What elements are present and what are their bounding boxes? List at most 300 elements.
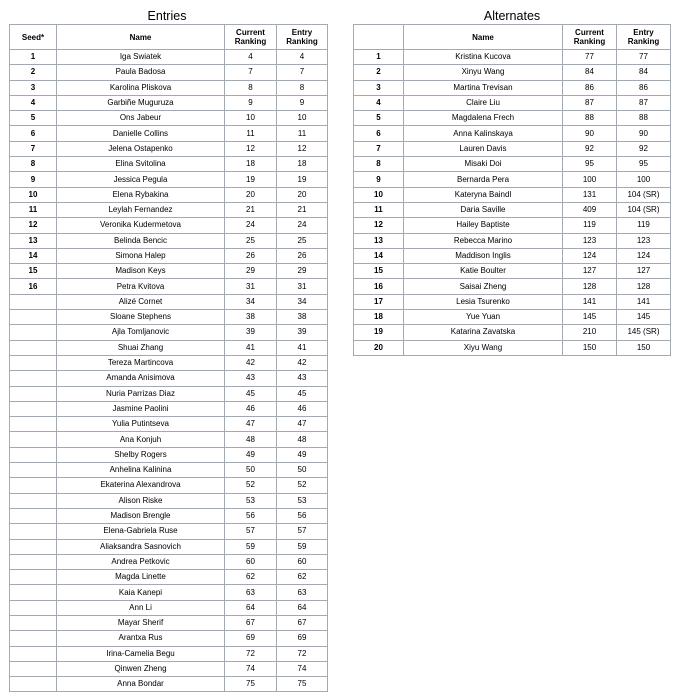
table-row (10, 585, 328, 600)
table-row (10, 463, 328, 478)
seed-cell: 14 (10, 248, 57, 263)
table-row (10, 218, 328, 233)
current-ranking-cell: 12 (225, 141, 277, 156)
table-row (10, 294, 328, 309)
alternate-number-cell: 5 (354, 111, 404, 126)
entry-ranking-cell: 100 (617, 172, 671, 187)
entry-ranking-cell: 9 (277, 95, 328, 110)
name-column-header: Name (404, 25, 563, 50)
seed-cell (10, 478, 57, 493)
seed-cell: 13 (10, 233, 57, 248)
entry-ranking-cell: 12 (277, 141, 328, 156)
player-name-cell: Ekaterina Alexandrova (57, 478, 225, 493)
player-name-cell: Anna Kalinskaya (404, 126, 563, 141)
entry-ranking-cell: 18 (277, 157, 328, 172)
entry-ranking-cell: 87 (617, 95, 671, 110)
table-row (10, 80, 328, 95)
player-name-cell: Claire Liu (404, 95, 563, 110)
seed-cell: 15 (10, 264, 57, 279)
player-name-cell: Amanda Anisimova (57, 371, 225, 386)
player-name-cell: Iga Swiatek (57, 50, 225, 65)
seed-cell (10, 386, 57, 401)
alternates-body (354, 50, 671, 356)
current-ranking-cell: 86 (563, 80, 617, 95)
current-ranking-cell: 119 (563, 218, 617, 233)
player-name-cell: Leylah Fernandez (57, 202, 225, 217)
entry-ranking-cell: 62 (277, 570, 328, 585)
current-ranking-cell: 9 (225, 95, 277, 110)
number-column-header (354, 25, 404, 50)
table-row (10, 508, 328, 523)
alternate-number-cell: 17 (354, 294, 404, 309)
entry-ranking-cell: 123 (617, 233, 671, 248)
table-row (10, 50, 328, 65)
table-row (10, 432, 328, 447)
seed-column-header: Seed* (10, 25, 57, 50)
table-row (10, 233, 328, 248)
player-name-cell: Saisai Zheng (404, 279, 563, 294)
table-row (354, 172, 671, 187)
player-name-cell: Lauren Davis (404, 141, 563, 156)
seed-cell (10, 646, 57, 661)
player-name-cell: Ana Konjuh (57, 432, 225, 447)
current-ranking-cell: 67 (225, 615, 277, 630)
table-row (10, 355, 328, 370)
entry-ranking-column-header (277, 25, 328, 50)
player-name-cell: Kristina Kucova (404, 50, 563, 65)
entry-ranking-cell: 34 (277, 294, 328, 309)
player-name-cell: Martina Trevisan (404, 80, 563, 95)
alternate-number-cell: 18 (354, 310, 404, 325)
current-ranking-cell: 145 (563, 310, 617, 325)
current-ranking-cell: 31 (225, 279, 277, 294)
player-name-cell: Qinwen Zheng (57, 661, 225, 676)
seed-cell: 9 (10, 172, 57, 187)
seed-cell (10, 661, 57, 676)
seed-cell (10, 417, 57, 432)
player-name-cell: Madison Keys (57, 264, 225, 279)
player-name-cell: Katie Boulter (404, 264, 563, 279)
seed-cell: 12 (10, 218, 57, 233)
table-row (10, 172, 328, 187)
table-row (10, 65, 328, 80)
entry-ranking-cell: 90 (617, 126, 671, 141)
current-ranking-cell: 19 (225, 172, 277, 187)
current-ranking-cell: 21 (225, 202, 277, 217)
player-name-cell: Rebecca Marino (404, 233, 563, 248)
alternate-number-cell: 9 (354, 172, 404, 187)
table-row (354, 218, 671, 233)
seed-cell (10, 570, 57, 585)
current-ranking-cell: 62 (225, 570, 277, 585)
seed-cell (10, 355, 57, 370)
alternate-number-cell: 12 (354, 218, 404, 233)
entry-ranking-cell: 19 (277, 172, 328, 187)
seed-cell (10, 432, 57, 447)
table-row (10, 95, 328, 110)
entries-table (9, 24, 328, 692)
table-row (354, 325, 671, 340)
entry-ranking-cell: 127 (617, 264, 671, 279)
entry-ranking-cell: 31 (277, 279, 328, 294)
seed-cell (10, 524, 57, 539)
entry-ranking-cell: 24 (277, 218, 328, 233)
entry-ranking-cell: 57 (277, 524, 328, 539)
header-line: Ranking (573, 37, 606, 46)
alternate-number-cell: 7 (354, 141, 404, 156)
current-ranking-cell: 38 (225, 310, 277, 325)
current-ranking-cell: 77 (563, 50, 617, 65)
entry-ranking-cell: 47 (277, 417, 328, 432)
seed-cell: 5 (10, 111, 57, 126)
player-name-cell: Karolina Pliskova (57, 80, 225, 95)
player-name-cell: Shelby Rogers (57, 447, 225, 462)
entry-ranking-cell: 69 (277, 631, 328, 646)
current-ranking-cell: 11 (225, 126, 277, 141)
seed-cell (10, 294, 57, 309)
table-row (10, 600, 328, 615)
entry-ranking-cell: 10 (277, 111, 328, 126)
table-row (10, 478, 328, 493)
entry-ranking-cell: 104 (SR) (617, 202, 671, 217)
current-ranking-column-header (563, 25, 617, 50)
entry-ranking-cell: 20 (277, 187, 328, 202)
alternates-table (353, 24, 671, 356)
player-name-cell: Maddison Inglis (404, 248, 563, 263)
table-row (10, 126, 328, 141)
table-row (10, 340, 328, 355)
table-row (10, 325, 328, 340)
table-row (354, 141, 671, 156)
entry-ranking-cell: 145 (617, 310, 671, 325)
current-ranking-cell: 43 (225, 371, 277, 386)
current-ranking-cell: 84 (563, 65, 617, 80)
current-ranking-cell: 7 (225, 65, 277, 80)
alternate-number-cell: 10 (354, 187, 404, 202)
seed-cell (10, 325, 57, 340)
table-row (354, 157, 671, 172)
current-ranking-cell: 90 (563, 126, 617, 141)
alternate-number-cell: 15 (354, 264, 404, 279)
entry-ranking-cell: 25 (277, 233, 328, 248)
table-row (10, 141, 328, 156)
current-ranking-cell: 20 (225, 187, 277, 202)
alternate-number-cell: 11 (354, 202, 404, 217)
seed-cell (10, 600, 57, 615)
current-ranking-cell: 74 (225, 661, 277, 676)
player-name-cell: Andrea Petkovic (57, 554, 225, 569)
table-row (354, 187, 671, 202)
table-row (10, 661, 328, 676)
entry-ranking-cell: 141 (617, 294, 671, 309)
current-ranking-cell: 48 (225, 432, 277, 447)
current-ranking-column-header (225, 25, 277, 50)
table-row (10, 111, 328, 126)
seed-cell (10, 539, 57, 554)
seed-cell: 2 (10, 65, 57, 80)
seed-cell (10, 401, 57, 416)
player-name-cell: Ajla Tomljanovic (57, 325, 225, 340)
table-row (10, 310, 328, 325)
current-ranking-cell: 47 (225, 417, 277, 432)
seed-cell: 4 (10, 95, 57, 110)
current-ranking-cell: 124 (563, 248, 617, 263)
alternate-number-cell: 14 (354, 248, 404, 263)
current-ranking-cell: 141 (563, 294, 617, 309)
current-ranking-cell: 72 (225, 646, 277, 661)
player-name-cell: Ons Jabeur (57, 111, 225, 126)
seed-cell: 3 (10, 80, 57, 95)
entry-ranking-cell: 67 (277, 615, 328, 630)
player-name-cell: Simona Halep (57, 248, 225, 263)
player-name-cell: Magdalena Frech (404, 111, 563, 126)
entry-ranking-cell: 21 (277, 202, 328, 217)
player-name-cell: Xinyu Wang (404, 65, 563, 80)
player-name-cell: Katarina Zavatska (404, 325, 563, 340)
entries-caption: Entries (147, 9, 187, 23)
seed-cell (10, 508, 57, 523)
alternate-number-cell: 13 (354, 233, 404, 248)
table-row (10, 157, 328, 172)
entry-ranking-cell: 45 (277, 386, 328, 401)
player-name-cell: Danielle Collins (57, 126, 225, 141)
table-row (10, 202, 328, 217)
table-row (354, 80, 671, 95)
table-row (354, 50, 671, 65)
entry-ranking-cell: 63 (277, 585, 328, 600)
table-row (354, 248, 671, 263)
seed-cell (10, 554, 57, 569)
seed-cell: 6 (10, 126, 57, 141)
current-ranking-cell: 18 (225, 157, 277, 172)
player-name-cell: Tereza Martincova (57, 355, 225, 370)
entry-ranking-cell: 88 (617, 111, 671, 126)
player-name-cell: Yulia Putintseva (57, 417, 225, 432)
player-name-cell: Irina-Camelia Begu (57, 646, 225, 661)
table-row (10, 554, 328, 569)
player-name-cell: Elena Rybakina (57, 187, 225, 202)
player-name-cell: Yue Yuan (404, 310, 563, 325)
entry-ranking-cell: 48 (277, 432, 328, 447)
table-row (10, 570, 328, 585)
seed-cell (10, 493, 57, 508)
current-ranking-cell: 95 (563, 157, 617, 172)
entry-ranking-cell: 86 (617, 80, 671, 95)
entry-ranking-cell: 42 (277, 355, 328, 370)
current-ranking-cell: 45 (225, 386, 277, 401)
seed-cell: 8 (10, 157, 57, 172)
player-name-cell: Jasmine Paolini (57, 401, 225, 416)
entry-ranking-cell: 119 (617, 218, 671, 233)
player-name-cell: Arantxa Rus (57, 631, 225, 646)
seed-cell (10, 677, 57, 692)
entry-ranking-cell: 128 (617, 279, 671, 294)
player-name-cell: Anna Bondar (57, 677, 225, 692)
table-row (354, 202, 671, 217)
table-row (10, 371, 328, 386)
current-ranking-cell: 34 (225, 294, 277, 309)
seed-cell (10, 631, 57, 646)
table-row (354, 233, 671, 248)
player-name-cell: Xiyu Wang (404, 340, 563, 355)
current-ranking-cell: 29 (225, 264, 277, 279)
entry-ranking-cell: 46 (277, 401, 328, 416)
current-ranking-cell: 88 (563, 111, 617, 126)
current-ranking-cell: 57 (225, 524, 277, 539)
current-ranking-cell: 59 (225, 539, 277, 554)
current-ranking-cell: 131 (563, 187, 617, 202)
player-name-cell: Mayar Sherif (57, 615, 225, 630)
current-ranking-cell: 56 (225, 508, 277, 523)
alternate-number-cell: 19 (354, 325, 404, 340)
header-line: Entry (633, 28, 654, 37)
alternate-number-cell: 3 (354, 80, 404, 95)
seed-cell: 11 (10, 202, 57, 217)
alternate-number-cell: 8 (354, 157, 404, 172)
table-row (10, 264, 328, 279)
seed-cell (10, 585, 57, 600)
current-ranking-cell: 150 (563, 340, 617, 355)
seed-cell: 10 (10, 187, 57, 202)
header-line: Entry (291, 28, 313, 37)
player-name-cell: Veronika Kudermetova (57, 218, 225, 233)
entry-ranking-cell: 72 (277, 646, 328, 661)
table-row (10, 417, 328, 432)
player-name-cell: Elina Svitolina (57, 157, 225, 172)
entry-ranking-cell: 52 (277, 478, 328, 493)
entry-ranking-cell: 53 (277, 493, 328, 508)
entry-ranking-cell: 26 (277, 248, 328, 263)
current-ranking-cell: 128 (563, 279, 617, 294)
table-row (354, 264, 671, 279)
current-ranking-cell: 87 (563, 95, 617, 110)
current-ranking-cell: 46 (225, 401, 277, 416)
alternates-caption: Alternates (483, 9, 541, 23)
entry-ranking-cell: 8 (277, 80, 328, 95)
current-ranking-cell: 127 (563, 264, 617, 279)
table-row (354, 340, 671, 355)
entries-body (10, 50, 328, 692)
entry-ranking-cell: 150 (617, 340, 671, 355)
entry-ranking-cell: 56 (277, 508, 328, 523)
entry-ranking-cell: 104 (SR) (617, 187, 671, 202)
player-name-cell: Anhelina Kalinina (57, 463, 225, 478)
alternate-number-cell: 1 (354, 50, 404, 65)
alternate-number-cell: 4 (354, 95, 404, 110)
current-ranking-cell: 49 (225, 447, 277, 462)
table-row (10, 631, 328, 646)
seed-cell (10, 340, 57, 355)
entry-ranking-cell: 49 (277, 447, 328, 462)
current-ranking-cell: 8 (225, 80, 277, 95)
current-ranking-cell: 100 (563, 172, 617, 187)
table-row (10, 615, 328, 630)
current-ranking-cell: 75 (225, 677, 277, 692)
player-name-cell: Hailey Baptiste (404, 218, 563, 233)
entry-ranking-cell: 4 (277, 50, 328, 65)
alternate-number-cell: 6 (354, 126, 404, 141)
table-row (10, 447, 328, 462)
entry-ranking-cell: 38 (277, 310, 328, 325)
entry-ranking-column-header (617, 25, 671, 50)
player-name-cell: Sloane Stephens (57, 310, 225, 325)
table-row (10, 401, 328, 416)
entry-ranking-cell: 74 (277, 661, 328, 676)
player-name-cell: Nuria Parrizas Diaz (57, 386, 225, 401)
header-line: Current (236, 28, 265, 37)
entry-ranking-cell: 60 (277, 554, 328, 569)
table-row (10, 677, 328, 692)
player-name-cell: Kaia Kanepi (57, 585, 225, 600)
table-row (10, 493, 328, 508)
current-ranking-cell: 53 (225, 493, 277, 508)
current-ranking-cell: 63 (225, 585, 277, 600)
current-ranking-cell: 4 (225, 50, 277, 65)
current-ranking-cell: 64 (225, 600, 277, 615)
player-name-cell: Kateryna Baindl (404, 187, 563, 202)
table-row (354, 126, 671, 141)
current-ranking-cell: 409 (563, 202, 617, 217)
current-ranking-cell: 42 (225, 355, 277, 370)
alternate-number-cell: 2 (354, 65, 404, 80)
table-row (10, 248, 328, 263)
header-line: Ranking (234, 37, 267, 46)
player-name-cell: Lesia Tsurenko (404, 294, 563, 309)
seed-cell (10, 463, 57, 478)
alternate-number-cell: 16 (354, 279, 404, 294)
player-name-cell: Belinda Bencic (57, 233, 225, 248)
current-ranking-cell: 26 (225, 248, 277, 263)
current-ranking-cell: 123 (563, 233, 617, 248)
player-name-cell: Petra Kvitova (57, 279, 225, 294)
table-row (10, 386, 328, 401)
entry-ranking-cell: 124 (617, 248, 671, 263)
table-row (354, 279, 671, 294)
current-ranking-cell: 39 (225, 325, 277, 340)
table-row (354, 65, 671, 80)
seed-cell: 1 (10, 50, 57, 65)
alternates-header-row (354, 25, 671, 50)
player-name-cell: Jessica Pegula (57, 172, 225, 187)
table-row (10, 539, 328, 554)
table-row (354, 310, 671, 325)
player-name-cell: Daria Saville (404, 202, 563, 217)
seed-cell (10, 371, 57, 386)
entry-ranking-cell: 41 (277, 340, 328, 355)
current-ranking-cell: 69 (225, 631, 277, 646)
current-ranking-cell: 24 (225, 218, 277, 233)
current-ranking-cell: 52 (225, 478, 277, 493)
entries-header-row (10, 25, 328, 50)
seed-cell: 16 (10, 279, 57, 294)
player-name-cell: Misaki Doi (404, 157, 563, 172)
seed-cell (10, 615, 57, 630)
entry-ranking-cell: 7 (277, 65, 328, 80)
current-ranking-cell: 210 (563, 325, 617, 340)
entry-ranking-cell: 95 (617, 157, 671, 172)
player-name-cell: Bernarda Pera (404, 172, 563, 187)
header-line: Ranking (286, 37, 318, 46)
player-name-cell: Alizé Cornet (57, 294, 225, 309)
player-name-cell: Jelena Ostapenko (57, 141, 225, 156)
table-row (10, 646, 328, 661)
current-ranking-cell: 60 (225, 554, 277, 569)
player-name-cell: Garbiñe Muguruza (57, 95, 225, 110)
entry-ranking-cell: 75 (277, 677, 328, 692)
entry-ranking-cell: 77 (617, 50, 671, 65)
table-row (10, 524, 328, 539)
seed-cell: 7 (10, 141, 57, 156)
